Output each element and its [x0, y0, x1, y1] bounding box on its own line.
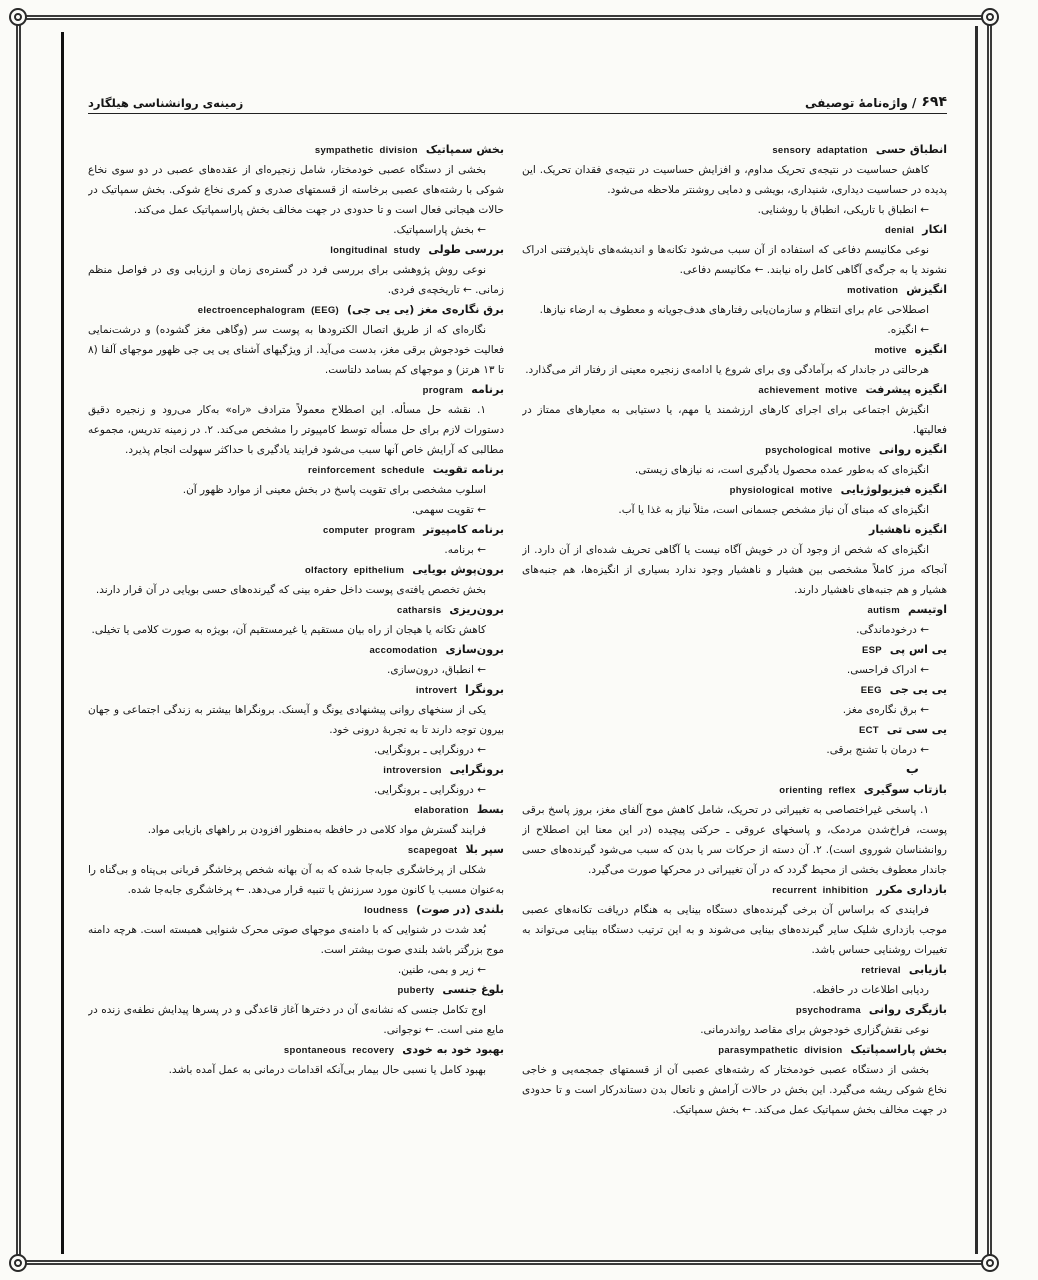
- corner-ornament-icon: [9, 1254, 27, 1272]
- glossary-entry: [522, 220, 947, 280]
- term-english: puberty: [397, 985, 435, 996]
- entry-heading: [522, 140, 947, 160]
- glossary-entry: [88, 600, 504, 640]
- definition: ۱. نقشه حل مسأله. این اصطلاح معمولاً مترادف «راه» به‌کار می‌رود و زنجیره دقیق دستورات لازم برای حل مسأله توسط کامپیوتر را مشخص می‌کند. ۲. در زمینه تدریس، مجموعه مطالبی که آرایش خاص آنها سبب می‌شود فرایند یادگیری با حداکثر سهولت انجام پذیرد.: [88, 404, 504, 456]
- entry-heading: [88, 680, 504, 700]
- term-english: orienting reflex: [779, 785, 856, 796]
- term-english: sympathetic division: [314, 145, 418, 156]
- term-english: recurrent inhibition: [772, 885, 869, 896]
- term-persian: برون‌سازی: [445, 643, 504, 656]
- book-title: زمینه‌ی روانشناسی هیلگارد: [88, 96, 244, 110]
- cross-reference: ← انطباق با تاریکی، انطباق با روشنایی.: [757, 204, 929, 216]
- term-english: EEG: [860, 685, 882, 696]
- term-persian: انگیزه روانی: [878, 443, 947, 456]
- term-persian: سپر بلا: [465, 843, 504, 856]
- cross-reference: ← بخش پاراسمپاتیک.: [393, 224, 486, 236]
- term-persian: انگیزش: [906, 283, 947, 296]
- section-letter: ب: [905, 762, 919, 777]
- glossary-entry: [88, 800, 504, 840]
- term-persian: بسط: [476, 803, 504, 816]
- term-english: psychodrama: [795, 1005, 861, 1016]
- entry-heading: [88, 460, 504, 480]
- glossary-entry: [522, 380, 947, 440]
- term-persian: برون‌ریزی: [449, 603, 504, 616]
- header-right: [805, 94, 947, 110]
- term-persian: بلندی (در صوت): [416, 903, 504, 916]
- entry-heading: [522, 880, 947, 900]
- entry-heading: [88, 140, 504, 160]
- glossary-entry: [88, 980, 504, 1040]
- entry-heading: [522, 600, 947, 620]
- term-persian: اوتیسم: [907, 603, 947, 616]
- term-persian: انطباق حسی: [875, 143, 947, 156]
- entry-heading: [88, 640, 504, 660]
- cross-reference: ← برنامه.: [444, 544, 486, 556]
- definition: انگیزه‌ای که به‌طور عمده محصول یادگیری است، نه نیازهای زیستی.: [634, 464, 929, 476]
- entry-heading: [522, 720, 947, 740]
- term-persian: برق نگاره‌ی مغز (یی یی جی): [346, 303, 504, 316]
- entry-heading: [522, 1000, 947, 1020]
- entry-heading: [522, 520, 947, 540]
- term-persian: انگیزه ناهشیار: [869, 523, 947, 536]
- page-number: ۶۹۴: [921, 94, 947, 110]
- term-english: introversion: [383, 765, 442, 776]
- glossary-entry: [88, 900, 504, 980]
- entry-heading: [88, 300, 504, 320]
- glossary-entry: [88, 300, 504, 380]
- entry-heading: [522, 1040, 947, 1060]
- glossary-entry: [88, 760, 504, 800]
- definition: کاهش حساسیت در نتیجه‌ی تحریک مداوم، و افزایش حساسیت در نتیجه‌ی فقدان تحریک. این پدیده در حساسیت دیداری، شنیداری، بویشی و دمایی روشنتر ملاحظه می‌شود.: [522, 164, 947, 196]
- term-persian: برنامه تقویت: [432, 463, 504, 476]
- glossary-entry: [522, 520, 947, 600]
- glossary-entry: [522, 1000, 947, 1040]
- term-persian: یی سی تی: [886, 723, 947, 736]
- definition: انگیزش اجتماعی برای اجرای کارهای ارزشمند یا مهم، یا دستیابی به معیارهای ممتاز در فعالیتها.: [522, 404, 947, 436]
- glossary-entry: [88, 380, 504, 460]
- term-persian: انکار: [922, 223, 947, 236]
- glossary-entry: [522, 480, 947, 520]
- term-english: accomodation: [369, 645, 438, 656]
- cross-reference: ← درخودماندگی.: [856, 624, 929, 636]
- column-left: [88, 140, 504, 1080]
- entry-heading: [88, 240, 504, 260]
- definition: اسلوب مشخصی برای تقویت پاسخ در بخش معینی از موارد ظهور آن.: [182, 484, 486, 496]
- term-persian: بازتاب سوگیری: [863, 783, 947, 796]
- corner-ornament-icon: [981, 8, 999, 26]
- corner-ornament-icon: [9, 8, 27, 26]
- definition: انگیزه‌ای که مبنای آن نیاز مشخص جسمانی است، مثلاً نیاز به غذا یا آب.: [618, 504, 929, 516]
- definition: نوعی روش پژوهشی برای بررسی فرد در گستره‌ی زمان و ارزیابی وی در فواصل منظم زمانی. ← تاریخچه‌ی فردی.: [88, 264, 504, 296]
- term-english: ECT: [858, 725, 879, 736]
- term-english: motive: [874, 345, 907, 356]
- glossary-entry: [522, 1040, 947, 1120]
- running-title: / واژه‌نامهٔ توصیفی: [805, 96, 917, 110]
- definition: اوج تکامل جنسی که نشانه‌ی آن در دخترها آغاز قاعدگی و در پسرها پیدایش نطفه‌ی زنده در مایع منی است. ← نوجوانی.: [88, 1004, 504, 1036]
- entry-heading: [88, 520, 504, 540]
- glossary-entry: [88, 560, 504, 600]
- entry-heading: [88, 800, 504, 820]
- definition: بُعد شدت در شنوایی که با دامنه‌ی موجهای صوتی محرک شنوایی همبسته است. هرچه دامنه موج بزرگتر باشد بلندی صوت بیشتر است.: [88, 924, 504, 956]
- definition: ۱. پاسخی غیراختصاصی به تغییراتی در تحریک، شامل کاهش موج آلفای مغز، بروز پاسخ برقی پوست، فراخ‌شدن مردمک، و پاسخهای عروقی ـ حرکتی پیچیده (در این معنا این اصطلاح از روانشناسان شوروی است). ۲. آن دسته از حرکات سر یا بدن که سبب می‌شود گیرنده‌های حسی جاندار معطوف بخشی از محیط گردد که در آن تغییراتی در محرکها صورت می‌گیرد.: [522, 804, 947, 876]
- term-persian: بلوغ جنسی: [442, 983, 504, 996]
- entry-heading: [522, 780, 947, 800]
- term-persian: بازداری مکرر: [876, 883, 947, 896]
- term-persian: بخش پاراسمپاتیک: [850, 1043, 947, 1056]
- term-english: elaboration: [414, 805, 469, 816]
- entry-heading: [88, 900, 504, 920]
- entry-heading: [522, 380, 947, 400]
- term-english: achievement motive: [758, 385, 858, 396]
- term-english: ESP: [861, 645, 882, 656]
- term-english: introvert: [415, 685, 458, 696]
- definition: بهبود کامل یا نسبی حال بیمار بی‌آنکه اقدامات درمانی به عمل آمده باشد.: [168, 1064, 486, 1076]
- cross-reference: ← درونگرایی ـ برونگرایی.: [373, 784, 486, 796]
- glossary-entry: [88, 460, 504, 520]
- glossary-entry: [522, 680, 947, 720]
- cross-reference: ← ادراک فراحسی.: [846, 664, 929, 676]
- term-persian: برنامه: [471, 383, 504, 396]
- entry-heading: [522, 280, 947, 300]
- glossary-entry: [522, 340, 947, 380]
- glossary-entry: [522, 780, 947, 880]
- entry-heading: [88, 560, 504, 580]
- definition: نوعی نقش‌گزاری خودجوش برای مقاصد رواندرمانی.: [700, 1024, 929, 1036]
- entry-heading: [522, 440, 947, 460]
- glossary-entry: [88, 640, 504, 680]
- page-edge-line: [975, 26, 978, 1254]
- glossary-entry: [522, 600, 947, 640]
- term-english: reinforcement schedule: [307, 465, 425, 476]
- gutter-line: [61, 32, 64, 1254]
- term-persian: برونگرایی: [449, 763, 504, 776]
- term-persian: بررسی طولی: [428, 243, 504, 256]
- glossary-entry: [522, 880, 947, 960]
- term-english: electroencephalogram (EEG): [197, 305, 339, 316]
- term-english: catharsis: [396, 605, 442, 616]
- definition: بخش تخصص یافته‌ی پوست داخل حفره بینی که گیرنده‌های حسی بویایی در آن قرار دارند.: [95, 584, 486, 596]
- glossary-entry: [522, 960, 947, 1000]
- glossary-entry: [88, 1040, 504, 1080]
- term-persian: انگیزه فیزیولوژیایی: [840, 483, 947, 496]
- definition: نوعی مکانیسم دفاعی که استفاده از آن سبب می‌شود تکانه‌ها و اندیشه‌های ناپذیرفتنی ادراک نشوند یا به جرگه‌ی آگاهی کامل راه نیابند. ← مکانیسم دفاعی.: [522, 244, 947, 276]
- entry-heading: [88, 980, 504, 1000]
- glossary-entry: [522, 640, 947, 680]
- glossary-entry: [88, 520, 504, 560]
- entry-heading: [88, 840, 504, 860]
- definition: نگاره‌ای که از طریق اتصال الکترودها به پوست سر (وگاهی مغز گشوده) و درشت‌نمایی فعالیت خودجوش برقی مغز، بدست می‌آید. از ویژگیهای آشنای یی یی جی ظهور موجهای آلفا (۸ تا ۱۳ هرتز) و موجهای کم بسامد دلتاست.: [88, 324, 504, 376]
- definition: شکلی از پرخاشگری جابه‌جا شده که به آن بهانه شخص پرخاشگر قربانی بی‌پناه و بی‌گناه را به‌عنوان مسبب یا کانون مورد سرزنش یا تنبیه قرار می‌دهد. ← پرخاشگری جابه‌جا شده.: [88, 864, 504, 896]
- term-english: olfactory epithelium: [304, 565, 405, 576]
- entry-heading: [88, 760, 504, 780]
- term-persian: بهبود خود به خودی: [402, 1043, 504, 1056]
- entry-heading: [522, 340, 947, 360]
- definition: ردیابی اطلاعات در حافظه.: [812, 984, 929, 996]
- term-english: motivation: [847, 285, 899, 296]
- glossary-entry: [88, 240, 504, 300]
- definition: یکی از سنخهای روانی پیشنهادی یونگ و آیسنک. برونگراها بیشتر به زندگی اجتماعی و جهان بیرون توجه دارند تا به تجربهٔ درونی خود.: [88, 704, 504, 736]
- running-header: [88, 90, 947, 114]
- cross-reference: ← زیر و بمی، طنین.: [397, 964, 486, 976]
- definition: فرایندی که براساس آن برخی گیرنده‌های دستگاه بینایی به هنگام دریافت تکانه‌های عصبی موجب بازداری شلیک سایر گیرنده‌های بینایی می‌شوند و به این ترتیب دستگاه بینایی می‌تواند به تغییرات روشنایی حساس باشد.: [522, 904, 947, 956]
- glossary-entry: [88, 140, 504, 240]
- glossary-entry: [522, 140, 947, 220]
- term-english: retrieval: [861, 965, 901, 976]
- term-english: computer program: [323, 525, 416, 536]
- definition: بخشی از دستگاه عصبی خودمختار، شامل زنجیره‌ای از عقده‌های عصبی در دو سوی نخاع شوکی با رشته‌های عصبی برخاسته از قسمتهای صدری و کمری نخاع شوکی. بخش سمپاتیک در حالات هیجانی فعال است و تا حدودی در جهت مخالف بخش پاراسمپاتیک عمل می‌کند.: [88, 164, 504, 216]
- term-english: spontaneous recovery: [283, 1045, 395, 1056]
- cross-reference: ← انگیزه.: [887, 324, 929, 336]
- term-persian: بازیگری روانی: [868, 1003, 947, 1016]
- glossary-entry: [522, 280, 947, 340]
- entry-heading: [88, 1040, 504, 1060]
- glossary-entry: [522, 720, 947, 760]
- term-english: loudness: [364, 905, 409, 916]
- column-right: [522, 140, 947, 1120]
- term-english: psychological motive: [765, 445, 871, 456]
- entry-heading: [522, 480, 947, 500]
- glossary-entry: [88, 680, 504, 760]
- term-english: longitudinal study: [330, 245, 421, 256]
- term-persian: بازیابی: [908, 963, 947, 976]
- term-persian: انگیزه: [914, 343, 947, 356]
- term-persian: برونگرا: [465, 683, 504, 696]
- definition: فرایند گسترش مواد کلامی در حافظه به‌منظور افزودن بر راههای بازیابی مواد.: [147, 824, 486, 836]
- cross-reference: ← برق نگاره‌ی مغز.: [842, 704, 929, 716]
- term-persian: یی یی جی: [889, 683, 947, 696]
- entry-heading: [522, 640, 947, 660]
- term-english: physiological motive: [729, 485, 833, 496]
- term-english: scapegoat: [407, 845, 458, 856]
- term-persian: برون‌پوش بویایی: [412, 563, 504, 576]
- term-persian: برنامه کامپیوتر: [423, 523, 504, 536]
- corner-ornament-icon: [981, 1254, 999, 1272]
- glossary-entry: [88, 840, 504, 900]
- term-persian: بخش سمپاتیک: [425, 143, 504, 156]
- term-english: autism: [867, 605, 900, 616]
- term-english: sensory adaptation: [772, 145, 868, 156]
- entry-heading: [522, 680, 947, 700]
- definition: کاهش تکانه یا هیجان از راه بیان مستقیم یا غیرمستقیم آن، بویژه به صورت کلامی یا تخیلی.: [91, 624, 486, 636]
- term-persian: انگیزه پیشرفت: [865, 383, 947, 396]
- cross-reference: ← درونگرایی ـ برونگرایی.: [373, 744, 486, 756]
- term-english: program: [422, 385, 464, 396]
- entry-heading: [88, 380, 504, 400]
- definition: اصطلاحی عام برای انتظام و سازمان‌یابی رفتارهای هدف‌جویانه و معطوف به ارضاء نیازها.: [539, 304, 929, 316]
- term-persian: یی اس پی: [889, 643, 947, 656]
- definition: انگیزه‌ای که شخص از وجود آن در خویش آگاه نیست یا آگاهی تحریف شده‌ای از آن دارد. از آنجاکه مرز کاملاً مشخصی بین هشیار و ناهشیار وجود ندارد بسیاری از انگیزه‌ها، هم جنبه‌های هشیار و هم جنبه‌های ناهشیار دارند.: [522, 544, 947, 596]
- glossary-entry: [522, 440, 947, 480]
- definition: هرحالتی در جاندار که برآمادگی وی برای شروع یا ادامه‌ی زنجیره معینی از رفتار اثر می‌گذارد.: [525, 364, 929, 376]
- entry-heading: [522, 220, 947, 240]
- cross-reference: ← تقویت سهمی.: [411, 504, 486, 516]
- entry-heading: [88, 600, 504, 620]
- term-english: denial: [884, 225, 915, 236]
- cross-reference: ← انطباق، درون‌سازی.: [387, 664, 486, 676]
- entry-heading: [522, 960, 947, 980]
- definition: بخشی از دستگاه عصبی خودمختار که رشته‌های عصبی آن از قسمتهای جمجمه‌یی و خاجی نخاع شوکی ریشه می‌گیرد. این بخش در حالات آرامش و ناتعال بدن دستاندرکار است و تا حدودی در جهت مخالف بخش سمپاتیک عمل می‌کند. ← بخش سمپاتیک.: [522, 1064, 947, 1116]
- term-english: parasympathetic division: [718, 1045, 843, 1056]
- cross-reference: ← درمان با تشنج برقی.: [826, 744, 929, 756]
